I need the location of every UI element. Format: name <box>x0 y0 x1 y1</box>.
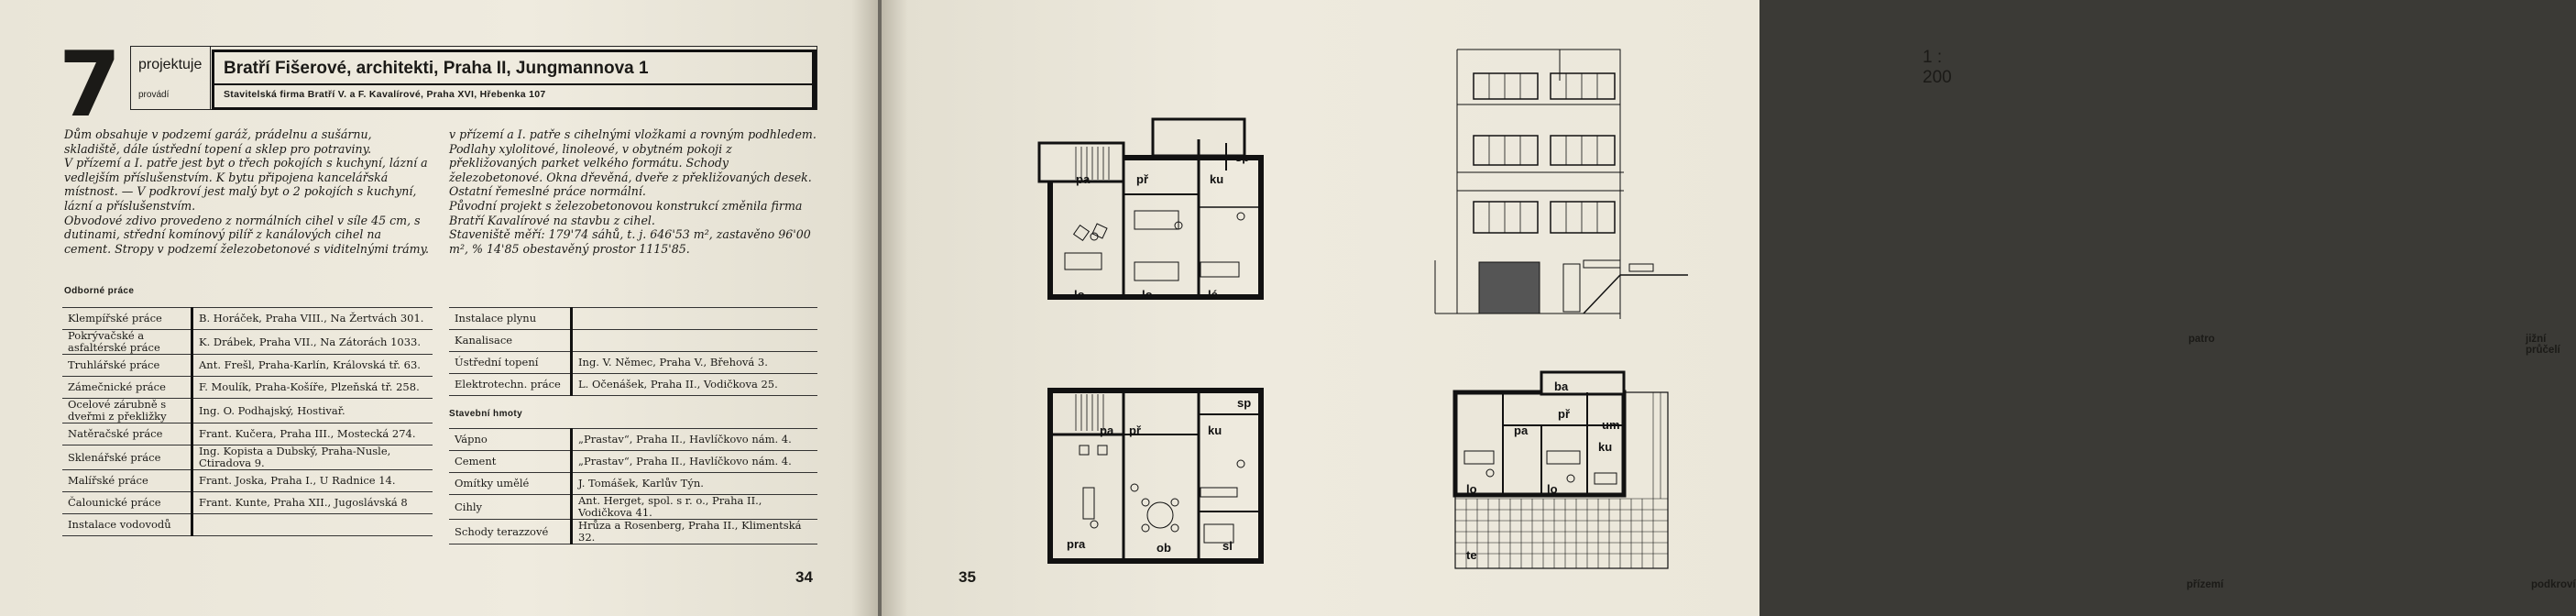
room-label: lo <box>1547 482 1558 496</box>
table-row <box>449 374 817 396</box>
paragraph: V přízemí a I. patře jest byt o třech pokojích s kuchyní, lázní a vedlejším příslušenstvím. K bytu připojena kancelářská místnost. — V podkroví jest malý byt o 2 pokojích s kuchyní, lázní a příslušenstvím. <box>64 156 428 213</box>
trade-cell: Schody terazzové <box>449 520 572 544</box>
credits-header <box>130 46 817 110</box>
firm-cell: L. Očenášek, Praha II., Vodičkova 25. <box>572 374 818 396</box>
firm-cell: J. Tomášek, Karlův Týn. <box>572 473 818 495</box>
room-label: př <box>1136 172 1148 186</box>
firm-cell: K. Drábek, Praha VII., Na Zátorách 1033. <box>192 330 433 355</box>
room-label: sp <box>1237 396 1252 410</box>
description-column-1 <box>64 127 431 256</box>
builder-name: Stavitelská firma Bratří V. a F. Kavalírové, Praha XVI, Hřebenka 107 <box>224 89 546 100</box>
trade-cell: Zámečnické práce <box>62 377 192 399</box>
trade-cell: Vápno <box>449 429 572 451</box>
trade-cell: Klempířské práce <box>62 308 192 330</box>
table-row <box>449 330 817 352</box>
floor-plan-prizemi <box>1043 387 1318 579</box>
firm-cell: „Prastav“, Praha II., Havlíčkovo nám. 4. <box>572 429 818 451</box>
designer-label: projektuje <box>138 57 203 72</box>
room-label: př <box>1129 424 1141 437</box>
left-page <box>0 0 878 616</box>
table-row <box>62 446 433 470</box>
trade-cell: Omítky umělé <box>449 473 572 495</box>
caption-elevation: jižní průčelí <box>2526 334 2560 356</box>
header-divider <box>210 47 211 109</box>
table-row <box>62 308 433 330</box>
firm-cell: Ing. O. Podhajský, Hostivař. <box>192 399 433 424</box>
paragraph: Původní projekt s železobetonovou konstrukcí změnila firma Bratří Kavalírové na stavbu z cihel. <box>449 198 803 227</box>
trade-cell: Čalounické práce <box>62 492 192 514</box>
table-row <box>62 330 433 355</box>
table-row <box>62 492 433 514</box>
room-label: lo <box>1466 482 1477 496</box>
firm-cell <box>572 330 818 352</box>
room-label: te <box>1466 548 1477 562</box>
page-number-right: 35 <box>959 568 976 586</box>
firm-cell: B. Horáček, Praha VIII., Na Žertvách 301. <box>192 308 433 330</box>
room-label: ku <box>1210 172 1224 186</box>
trade-cell: Truhlářské práce <box>62 355 192 377</box>
trade-cell: Ocelové zárubně s dveřmi z překližky <box>62 399 192 424</box>
firm-cell: „Prastav“, Praha II., Havlíčkovo nám. 4. <box>572 451 818 473</box>
right-page <box>882 0 2576 616</box>
table-row <box>449 429 817 451</box>
caption-prizemi: přízemí <box>2187 579 2224 590</box>
table-row <box>62 424 433 446</box>
table-row <box>62 514 433 536</box>
table-row <box>449 352 817 374</box>
crafts-table-2 <box>449 307 817 396</box>
floor-plan-podkrovi <box>1452 370 1726 574</box>
paragraph: Dům obsahuje v podzemí garáž, prádelnu a sušárnu, skladiště, dále ústřední topení a sklep pro potraviny. <box>64 127 372 156</box>
trade-cell: Sklenářské práce <box>62 446 192 470</box>
materials-heading: Stavební hmoty <box>449 409 523 419</box>
page-number-left: 34 <box>795 568 813 586</box>
room-label: pa <box>1514 424 1529 437</box>
floor-plan-patro <box>1043 116 1318 315</box>
table-row <box>449 495 817 520</box>
trade-cell: Instalace vodovodů <box>62 514 192 536</box>
materials-table <box>449 428 817 544</box>
room-label: ob <box>1156 541 1171 555</box>
firm-cell <box>572 308 818 330</box>
credits-box <box>212 50 817 110</box>
firm-cell: Frant. Joska, Praha I., U Radnice 14. <box>192 470 433 492</box>
room-label: pa <box>1076 172 1091 186</box>
room-label: lé <box>1208 288 1218 302</box>
room-label: ku <box>1598 440 1613 454</box>
room-label: lo <box>1142 288 1153 302</box>
firm-cell: Ant. Frešl, Praha-Karlín, Královská tř. 63. <box>192 355 433 377</box>
room-label: sp <box>1235 150 1250 164</box>
table-row <box>449 308 817 330</box>
description-column-2 <box>449 127 817 256</box>
room-label: um <box>1602 418 1620 432</box>
trade-cell: Elektrotechn. práce <box>449 374 572 396</box>
firm-cell <box>192 514 433 536</box>
trade-cell: Cihly <box>449 495 572 520</box>
firm-cell: Frant. Kunte, Praha XII., Jugoslávská 8 <box>192 492 433 514</box>
scale-label: 1 : 200 <box>1923 48 1952 87</box>
room-label: ku <box>1208 424 1222 437</box>
caption-patro: patro <box>2188 334 2215 345</box>
trade-cell: Ústřední topení <box>449 352 572 374</box>
firm-cell: Ing. V. Němec, Praha V., Břehová 3. <box>572 352 818 374</box>
trade-cell: Malířské práce <box>62 470 192 492</box>
table-row <box>449 520 817 544</box>
entry-number: 7 <box>59 33 118 138</box>
firm-cell: Ant. Herget, spol. s r. o., Praha II., Vodičkova 41. <box>572 495 818 520</box>
trade-cell: Natěračské práce <box>62 424 192 446</box>
paragraph: Staveniště měří: 179'74 sáhů, t. j. 646'53 m², zastavěno 96'00 m², % 14'85 obestavěný prostor 1115'85. <box>449 227 811 256</box>
room-label: ba <box>1554 380 1569 393</box>
room-label: pra <box>1067 537 1086 551</box>
designer-name: Bratří Fišerové, architekti, Praha II, Jungmannova 1 <box>224 59 649 78</box>
firm-cell: Ing. Kopista a Dubský, Praha-Nusle, Ctiradova 9. <box>192 446 433 470</box>
paragraph: Obvodové zdivo provedeno z normálních cihel v síle 45 cm, s dutinami, střední komínový pilíř z kanálových cihel na cement. Stropy v podzemí železobetonové s viditelnými trámy. <box>64 213 430 256</box>
firm-cell: F. Moulík, Praha-Košíře, Plzeňská tř. 258. <box>192 377 433 399</box>
table-row <box>62 470 433 492</box>
trade-cell: Instalace plynu <box>449 308 572 330</box>
table-row <box>449 473 817 495</box>
trade-cell: Cement <box>449 451 572 473</box>
crafts-heading: Odborné práce <box>64 286 135 296</box>
room-label: lo <box>1074 288 1085 302</box>
crafts-table <box>62 307 433 536</box>
credits-divider <box>214 83 812 85</box>
table-row <box>62 377 433 399</box>
table-row <box>62 355 433 377</box>
room-label: pa <box>1100 424 1114 437</box>
firm-cell: Hrůza a Rosenberg, Praha II., Klimentská 32. <box>572 520 818 544</box>
room-label: sl <box>1222 539 1233 553</box>
south-elevation <box>1413 44 1688 319</box>
room-label: př <box>1558 407 1570 421</box>
trade-cell: Kanalisace <box>449 330 572 352</box>
table-row <box>62 399 433 424</box>
builder-label: provádí <box>138 90 170 100</box>
trade-cell: Pokrývačské a asfaltérské práce <box>62 330 192 355</box>
firm-cell: Frant. Kučera, Praha III., Mostecká 274. <box>192 424 433 446</box>
paragraph: v přízemí a I. patře s cihelnými vložkami a rovným podhledem. Podlahy xylolitové, linoleové, v obytném pokoji z překližovaných parket velkého formátu. Schody železobetonové. Okna dřevěná, dveře z překližovaných desek. Ostatní řemeslné práce normální. <box>449 127 817 199</box>
caption-podkrovi: podkroví <box>2531 579 2576 590</box>
table-row <box>449 451 817 473</box>
